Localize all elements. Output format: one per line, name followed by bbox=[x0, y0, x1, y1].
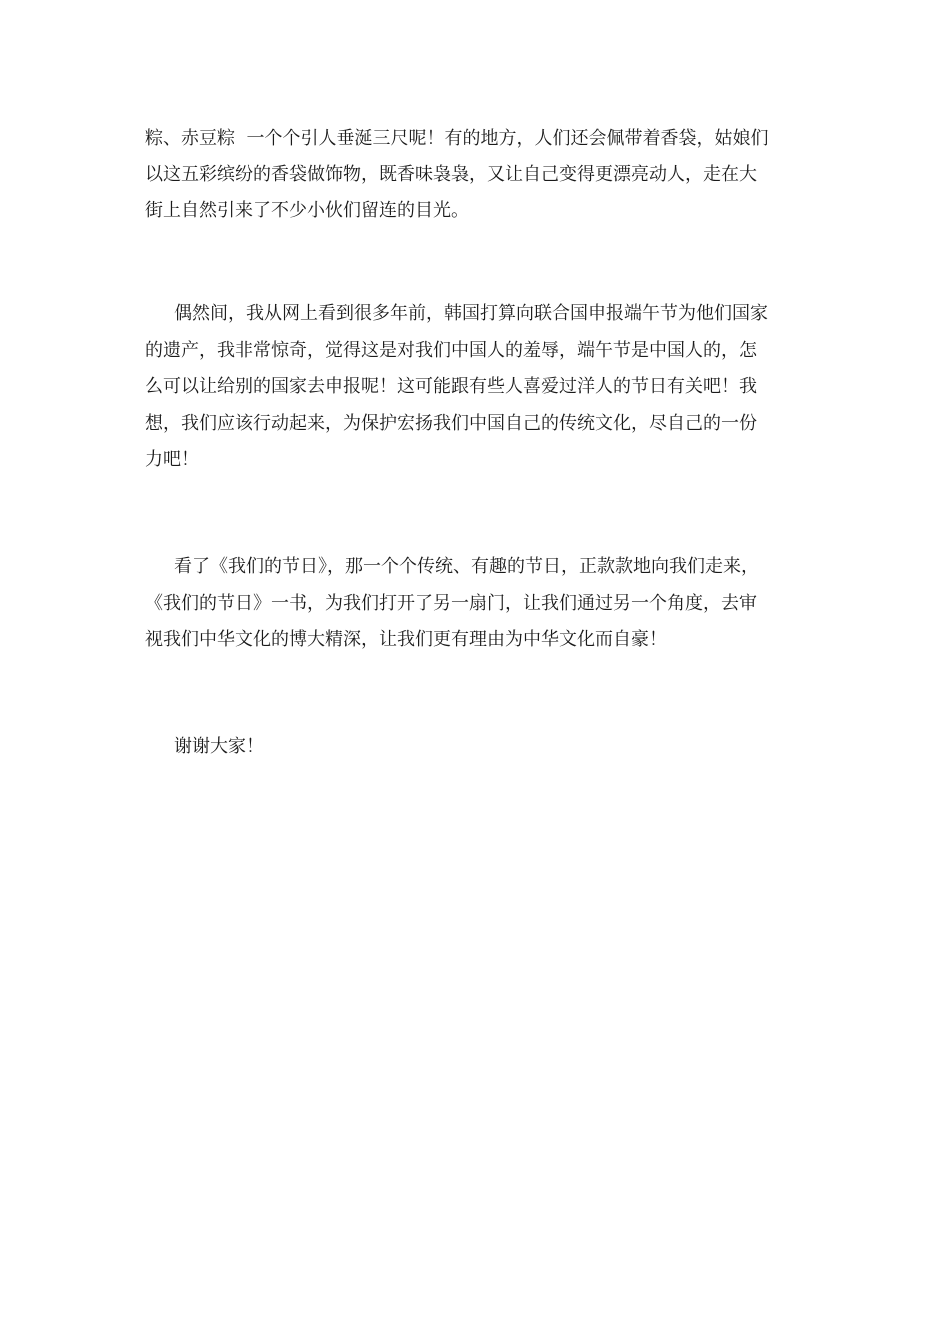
text-line: 力吧！ bbox=[145, 449, 199, 470]
text-line: 偶然间，我从网上看到很多年前，韩国打算向联合国申报端午节为他们国家 bbox=[174, 303, 768, 324]
text-line: 么可以让给别的国家去申报呢！这可能跟有些人喜爱过洋人的节日有关吧！我 bbox=[145, 376, 757, 397]
text-line: 粽、赤豆粽 一个个引人垂涎三尺呢！有的地方，人们还会佩带着香袋，姑娘们 bbox=[145, 128, 769, 149]
text-line: 想，我们应该行动起来，为保护宏扬我们中国自己的传统文化，尽自己的一份 bbox=[145, 413, 757, 434]
text-line: 谢谢大家！ bbox=[174, 736, 264, 757]
text-line: 的遗产，我非常惊奇，觉得这是对我们中国人的羞辱，端午节是中国人的，怎 bbox=[145, 340, 757, 361]
text-line: 街上自然引来了不少小伙们留连的目光。 bbox=[145, 200, 469, 221]
text-line: 视我们中华文化的博大精深，让我们更有理由为中华文化而自豪！ bbox=[145, 629, 667, 650]
text-line: 看了《我们的节日》，那一个个传统、有趣的节日，正款款地向我们走来， bbox=[174, 556, 759, 577]
text-line: 《我们的节日》一书，为我们打开了另一扇门，让我们通过另一个角度，去审 bbox=[145, 593, 757, 614]
text-line: 以这五彩缤纷的香袋做饰物，既香味袅袅，又让自己变得更漂亮动人，走在大 bbox=[145, 164, 757, 185]
